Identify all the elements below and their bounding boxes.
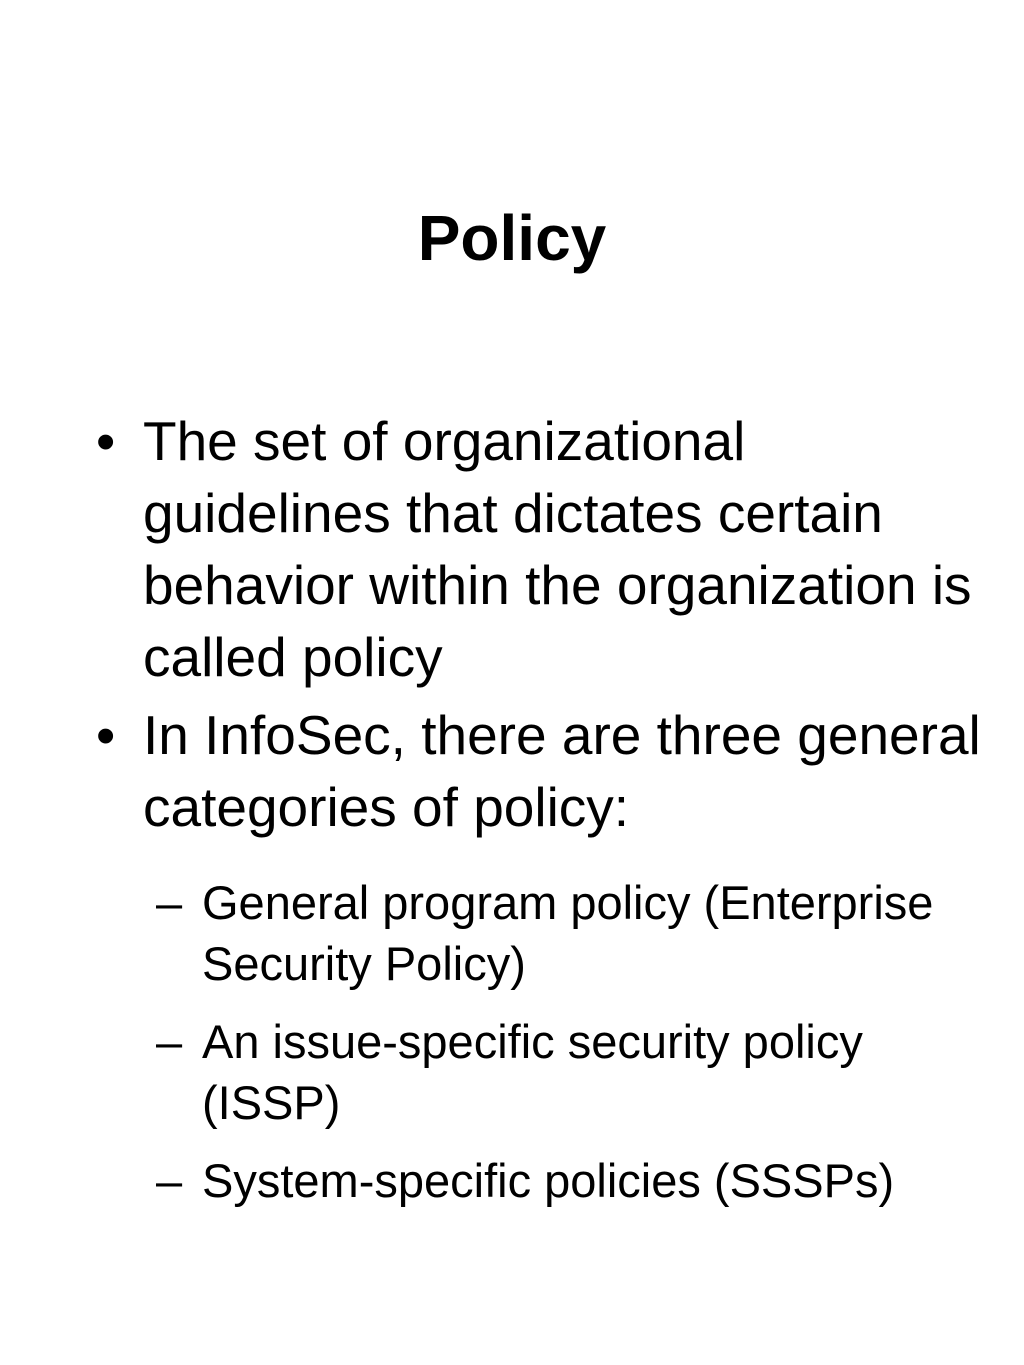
bullet-text: In InfoSec, there are three general categories of policy: (143, 704, 981, 838)
sub-bullet-item (0, 1011, 1024, 1133)
bullet-item (0, 405, 1024, 693)
dash-glyph: – (156, 1154, 183, 1207)
dash-glyph: – (156, 1015, 183, 1068)
bullet-item (0, 699, 1024, 843)
slide-title: Policy (417, 202, 607, 274)
sub-bullet-list (0, 872, 1024, 1228)
dash-glyph: – (156, 876, 183, 929)
bullet-text: The set of organizational guidelines that dictates certain behavior within the organization is called policy (143, 410, 972, 688)
bullet-glyph: • (96, 410, 116, 472)
sub-bullet-text: General program policy (Enterprise Security Policy) (202, 876, 934, 990)
sub-bullet-text: System-specific policies (SSSPs) (202, 1154, 895, 1207)
sub-bullet-item (0, 1150, 1024, 1211)
sub-bullet-text: An issue-specific security policy (ISSP) (202, 1015, 863, 1129)
bullet-list (0, 405, 1024, 849)
sub-bullet-item (0, 872, 1024, 994)
bullet-glyph: • (96, 704, 116, 766)
